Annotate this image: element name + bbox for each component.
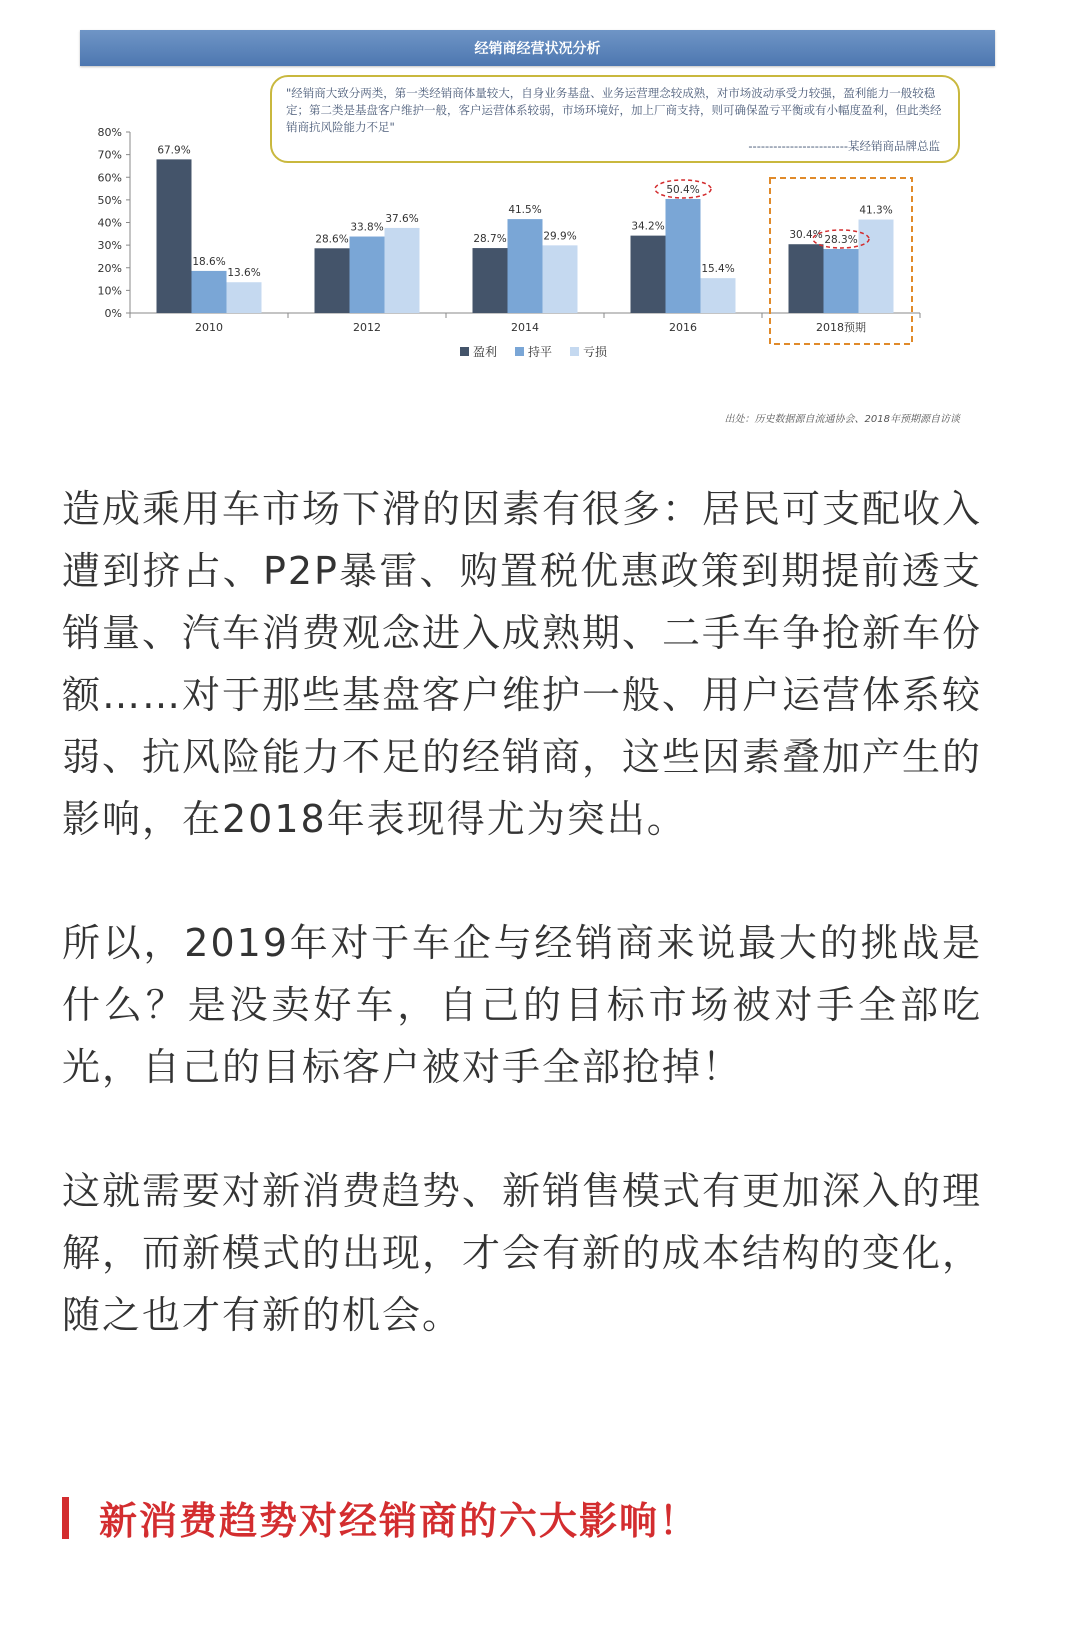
legend-label: 持平 <box>528 345 553 359</box>
y-tick-label: 70% <box>97 148 122 162</box>
x-category-label: 2018预期 <box>816 321 866 334</box>
data-label: 13.6% <box>227 267 261 280</box>
quote-bubble <box>270 75 960 163</box>
data-label: 50.4% <box>666 183 700 196</box>
paragraph-2: 所以，2019年对于车企与经销商来说最大的挑战是什么？是没卖好车，自己的目标市场被对手全部吃光，自己的目标客户被对手全部抢掉！ <box>62 921 982 1089</box>
data-label: 67.9% <box>157 144 191 157</box>
legend-swatch <box>460 347 469 356</box>
bar-盈利-2010 <box>157 159 192 313</box>
bar-持平-2010 <box>192 271 227 313</box>
data-label: 37.6% <box>385 212 419 225</box>
paragraph-1: 造成乘用车市场下滑的因素有很多：居民可支配收入遭到挤占、P2P暴雷、购置税优惠政策到期提前透支销量、汽车消费观念进入成熟期、二手车争抢新车份额……对于那些基盘客户维护一般、用户运营体系较弱、抗风险能力不足的经销商，这些因素叠加产生的影响，在2018年表现得尤为突出。 <box>62 487 983 841</box>
data-label: 15.4% <box>701 263 735 276</box>
legend-swatch <box>570 347 579 356</box>
bar-持平-2014 <box>508 219 543 313</box>
section-title-text: 新消费趋势对经销商的六大影响！ <box>99 1499 700 1543</box>
article-body <box>62 478 982 1408</box>
chart-figure <box>70 20 1010 430</box>
data-label: 30.4% <box>789 229 823 242</box>
x-category-label: 2010 <box>195 321 223 334</box>
legend-label: 亏损 <box>583 345 608 359</box>
bar-持平-2012 <box>350 237 385 313</box>
y-tick-label: 80% <box>97 126 122 139</box>
bar-亏损-2012 <box>385 228 420 313</box>
bar-盈利-2014 <box>473 248 508 313</box>
bar-持平-2018预期 <box>824 249 859 313</box>
bar-亏损-2014 <box>543 245 578 313</box>
legend-label: 盈利 <box>473 345 498 359</box>
legend-swatch <box>515 347 524 356</box>
x-category-label: 2014 <box>511 321 539 334</box>
chart-title: 经销商经营状况分析 <box>80 30 995 66</box>
quote-text: "经销商大致分两类，第一类经销商体量较大，自身业务基盘、业务运营理念较成熟，对市场波动承受力较强，盈利能力一般较稳定；第二类是基盘客户维护一般，客户运营体系较弱，市场环境好，加上厂商支持，则可确保盈亏平衡或有小幅度盈利，但此类经销商抗风险能力不足" <box>286 86 942 134</box>
data-label: 28.7% <box>473 233 507 246</box>
data-label: 29.9% <box>543 230 577 243</box>
data-label: 28.6% <box>315 233 349 246</box>
bar-盈利-2018预期 <box>789 244 824 313</box>
data-label: 33.8% <box>350 221 384 234</box>
data-label: 28.3% <box>824 233 858 246</box>
bar-亏损-2016 <box>701 278 736 313</box>
section-accent-bar <box>62 1497 69 1539</box>
x-category-label: 2012 <box>353 321 381 334</box>
y-tick-label: 10% <box>97 284 122 298</box>
bar-盈利-2012 <box>315 248 350 313</box>
y-tick-label: 0% <box>104 307 122 320</box>
source-note: 出处：历史数据源自流通协会、2018年预期源自访谈 <box>724 414 960 425</box>
data-label: 34.2% <box>631 220 665 233</box>
data-label: 41.3% <box>859 204 893 217</box>
section-heading <box>62 1490 699 1545</box>
paragraph-3: 这就需要对新消费趋势、新销售模式有更加深入的理解，而新模式的出现，才会有新的成本结构的变化，随之也才有新的机会。 <box>62 1169 983 1337</box>
quote-signature: ------------------------某经销商品牌总监 <box>748 139 940 153</box>
y-tick-label: 60% <box>97 171 122 185</box>
bar-亏损-2010 <box>227 282 262 313</box>
bar-持平-2016 <box>666 199 701 313</box>
data-label: 41.5% <box>508 204 542 217</box>
y-tick-label: 30% <box>97 239 122 253</box>
y-tick-label: 40% <box>97 216 122 230</box>
data-label: 18.6% <box>192 255 226 268</box>
y-tick-label: 20% <box>97 261 122 275</box>
y-tick-label: 50% <box>97 193 122 207</box>
x-category-label: 2016 <box>669 321 697 334</box>
bar-盈利-2016 <box>631 236 666 313</box>
